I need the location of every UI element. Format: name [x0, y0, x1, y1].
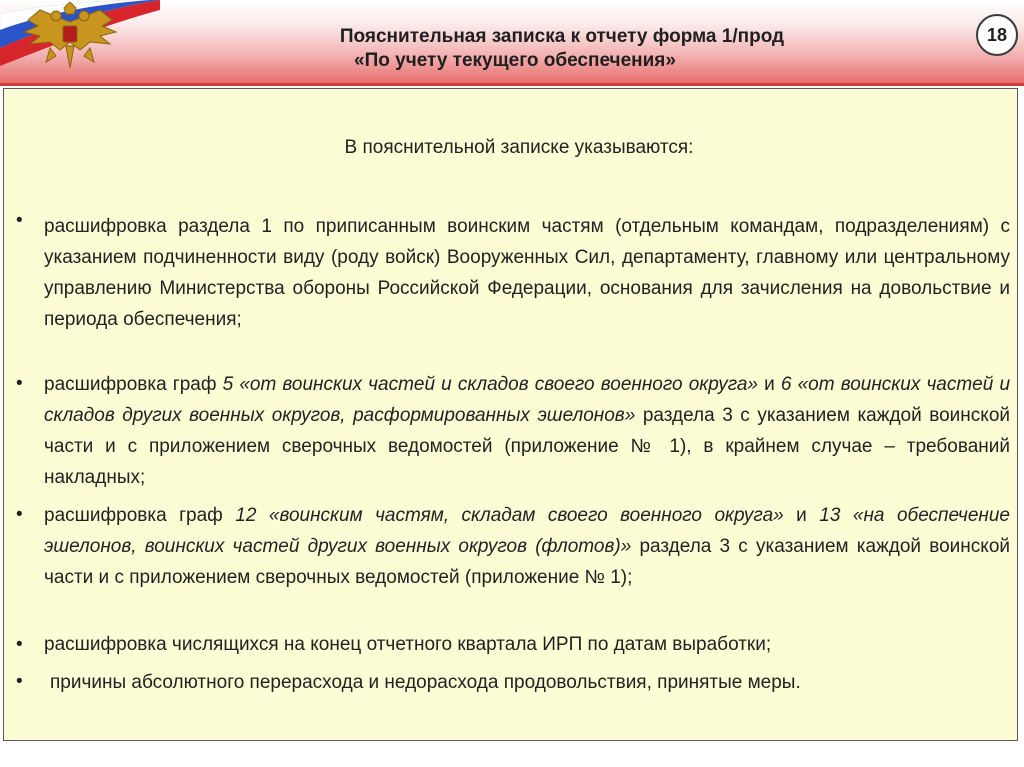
list-item — [44, 369, 1010, 493]
content-panel — [3, 88, 1018, 741]
bullet-marker: • — [16, 634, 23, 655]
double-headed-eagle-emblem-icon — [20, 2, 120, 74]
slide-title-line-1: Пояснительная записка к отчету форма 1/прод — [339, 26, 785, 47]
list-item — [44, 500, 1010, 593]
intro-text: В пояснительной записке указываются: — [344, 137, 694, 158]
bullet-marker: • — [16, 210, 23, 231]
list-item: расшифровка раздела 1 по приписанным воинским частям (отдельным командам, подразделениям) с указанием подчиненности виду (роду войск) Вооруженных Сил, департаменту, главному или центральному управлению Министерства обороны Российской Федерации, основания для зачисления на довольствие и периода обеспечения; — [44, 216, 1010, 330]
item-italic-text: 6 «от воинских частей и складов других военных округов, расформированных эшелонов» — [44, 374, 1011, 426]
page-number-badge: 18 — [976, 14, 1018, 56]
slide-title-line-2: «По учету текущего обеспечения» — [354, 50, 676, 71]
bullet-marker: • — [16, 504, 23, 525]
item-text: расшифровка граф — [44, 374, 223, 395]
item-text: раздела 3 с указанием каждой воинской части и с приложением сверочных ведомостей (приложение № 1), в крайнем случае – требований накладных; — [44, 405, 1010, 488]
item-italic-text: 12 «воинским частям, складам своего военного округа» — [235, 505, 784, 526]
bullet-marker: • — [16, 373, 23, 394]
item-text: и — [783, 505, 820, 526]
item-italic-text: 5 «от воинских частей и складов своего военного округа» — [222, 374, 758, 395]
slide-header — [0, 0, 1024, 84]
item-text: и — [758, 374, 781, 395]
item-text: расшифровка граф — [44, 505, 236, 526]
bullet-marker: • — [16, 671, 23, 692]
list-item: расшифровка числящихся на конец отчетного квартала ИРП по датам выработки; — [44, 634, 772, 655]
item-italic-text: 13 «на обеспечение эшелонов, воинских частей других военных округов (флотов)» — [44, 505, 1010, 557]
item-text: раздела 3 с указанием каждой воинской части и с приложением сверочных ведомостей (приложение № 1); — [44, 536, 1010, 588]
header-divider — [0, 83, 1024, 86]
list-item: причины абсолютного перерасхода и недорасхода продовольствия, принятые меры. — [50, 672, 801, 693]
